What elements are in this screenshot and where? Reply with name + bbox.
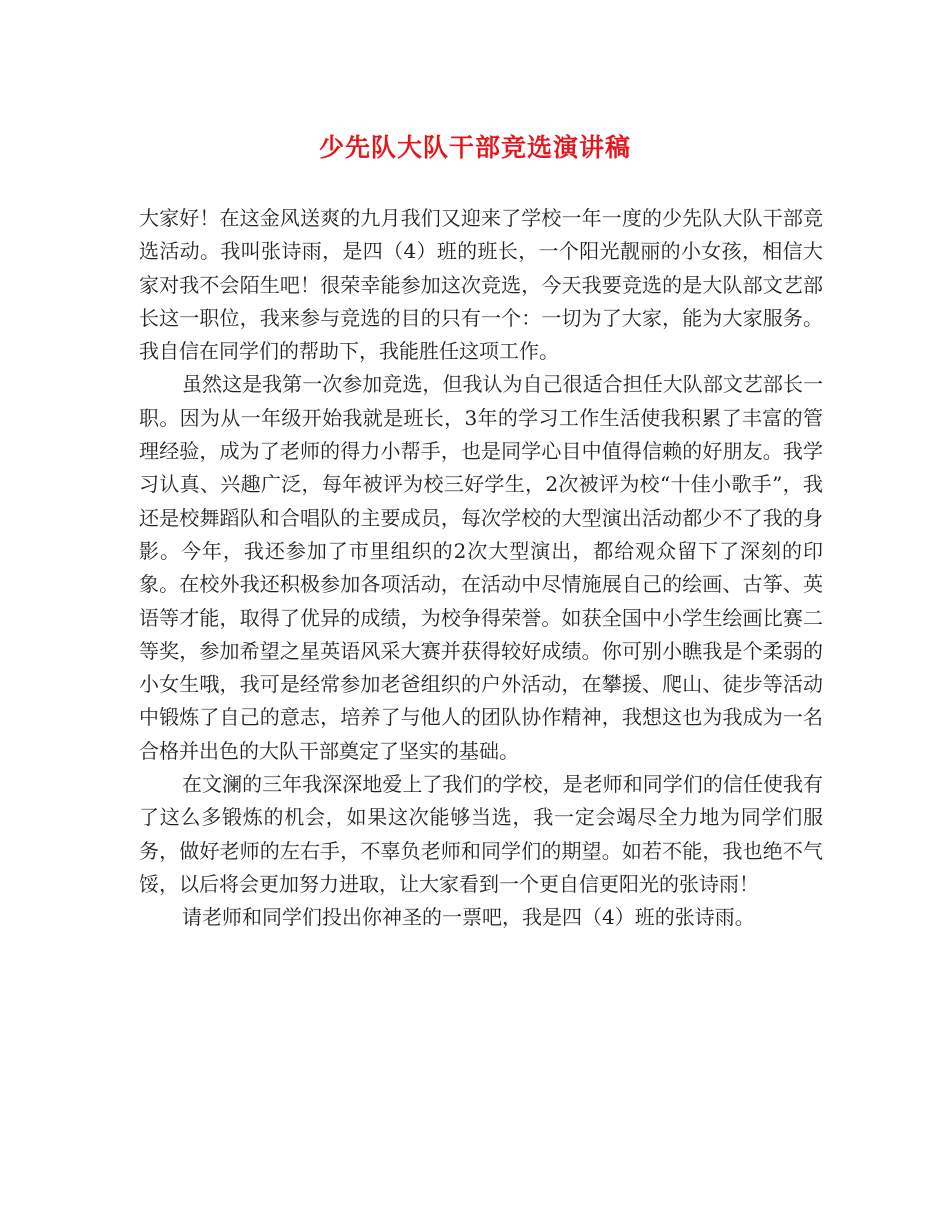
paragraph-closing: 请老师和同学们投出你神圣的一票吧，我是四（4）班的张诗雨。	[182, 905, 755, 930]
paragraph-commitment: 在文澜的三年我深深地爱上了我们的学校，是老师和同学们的信任使我有了这么多锻炼的机会，如果这次能够当选，我一定会竭尽全力地为同学们服务，做好老师的左右手，不辜负老师和同学们的期望。如若不能，我也绝不气馁，以后将会更加努力进取，让大家看到一个更自信更阳光的张诗雨！	[139, 772, 823, 896]
document-title: 少先队大队干部竞选演讲稿	[318, 133, 631, 162]
document-body	[139, 202, 823, 935]
paragraph-intro: 大家好！在这金风送爽的九月我们又迎来了学校一年一度的少先队大队干部竞选活动。我叫张诗雨，是四（4）班的班长，一个阳光靓丽的小女孩，相信大家对我不会陌生吧！很荣幸能参加这次竞选，今天我要竞选的是大队部文艺部长这一职位，我来参与竞选的目的只有一个：一切为了大家，能为大家服务。我自信在同学们的帮助下，我能胜任这项工作。	[139, 206, 823, 364]
paragraph-qualifications: 虽然这是我第一次参加竞选，但我认为自己很适合担任大队部文艺部长一职。因为从一年级开始我就是班长，3年的学习工作生活使我积累了丰富的管理经验，成为了老师的得力小帮手，也是同学心目中值得信赖的好朋友。我学习认真、兴趣广泛，每年被评为校三好学生，2次被评为校“十佳小歌手”，我还是校舞蹈队和合唱队的主要成员，每次学校的大型演出活动都少不了我的身影。今年，我还参加了市里组织的2次大型演出，都给观众留下了深刻的印象。在校外我还积极参加各项活动，在活动中尽情施展自己的绘画、古筝、英语等才能，取得了优异的成绩，为校争得荣誉。如获全国中小学生绘画比赛二等奖，参加希望之星英语风采大赛并获得较好成绩。你可别小瞧我是个柔弱的小女生哦，我可是经常参加老爸组织的户外活动，在攀援、爬山、徒步等活动中锻炼了自己的意志，培养了与他人的团队协作精神，我想这也为我成为一名合格并出色的大队干部奠定了坚实的基础。	[139, 372, 823, 763]
